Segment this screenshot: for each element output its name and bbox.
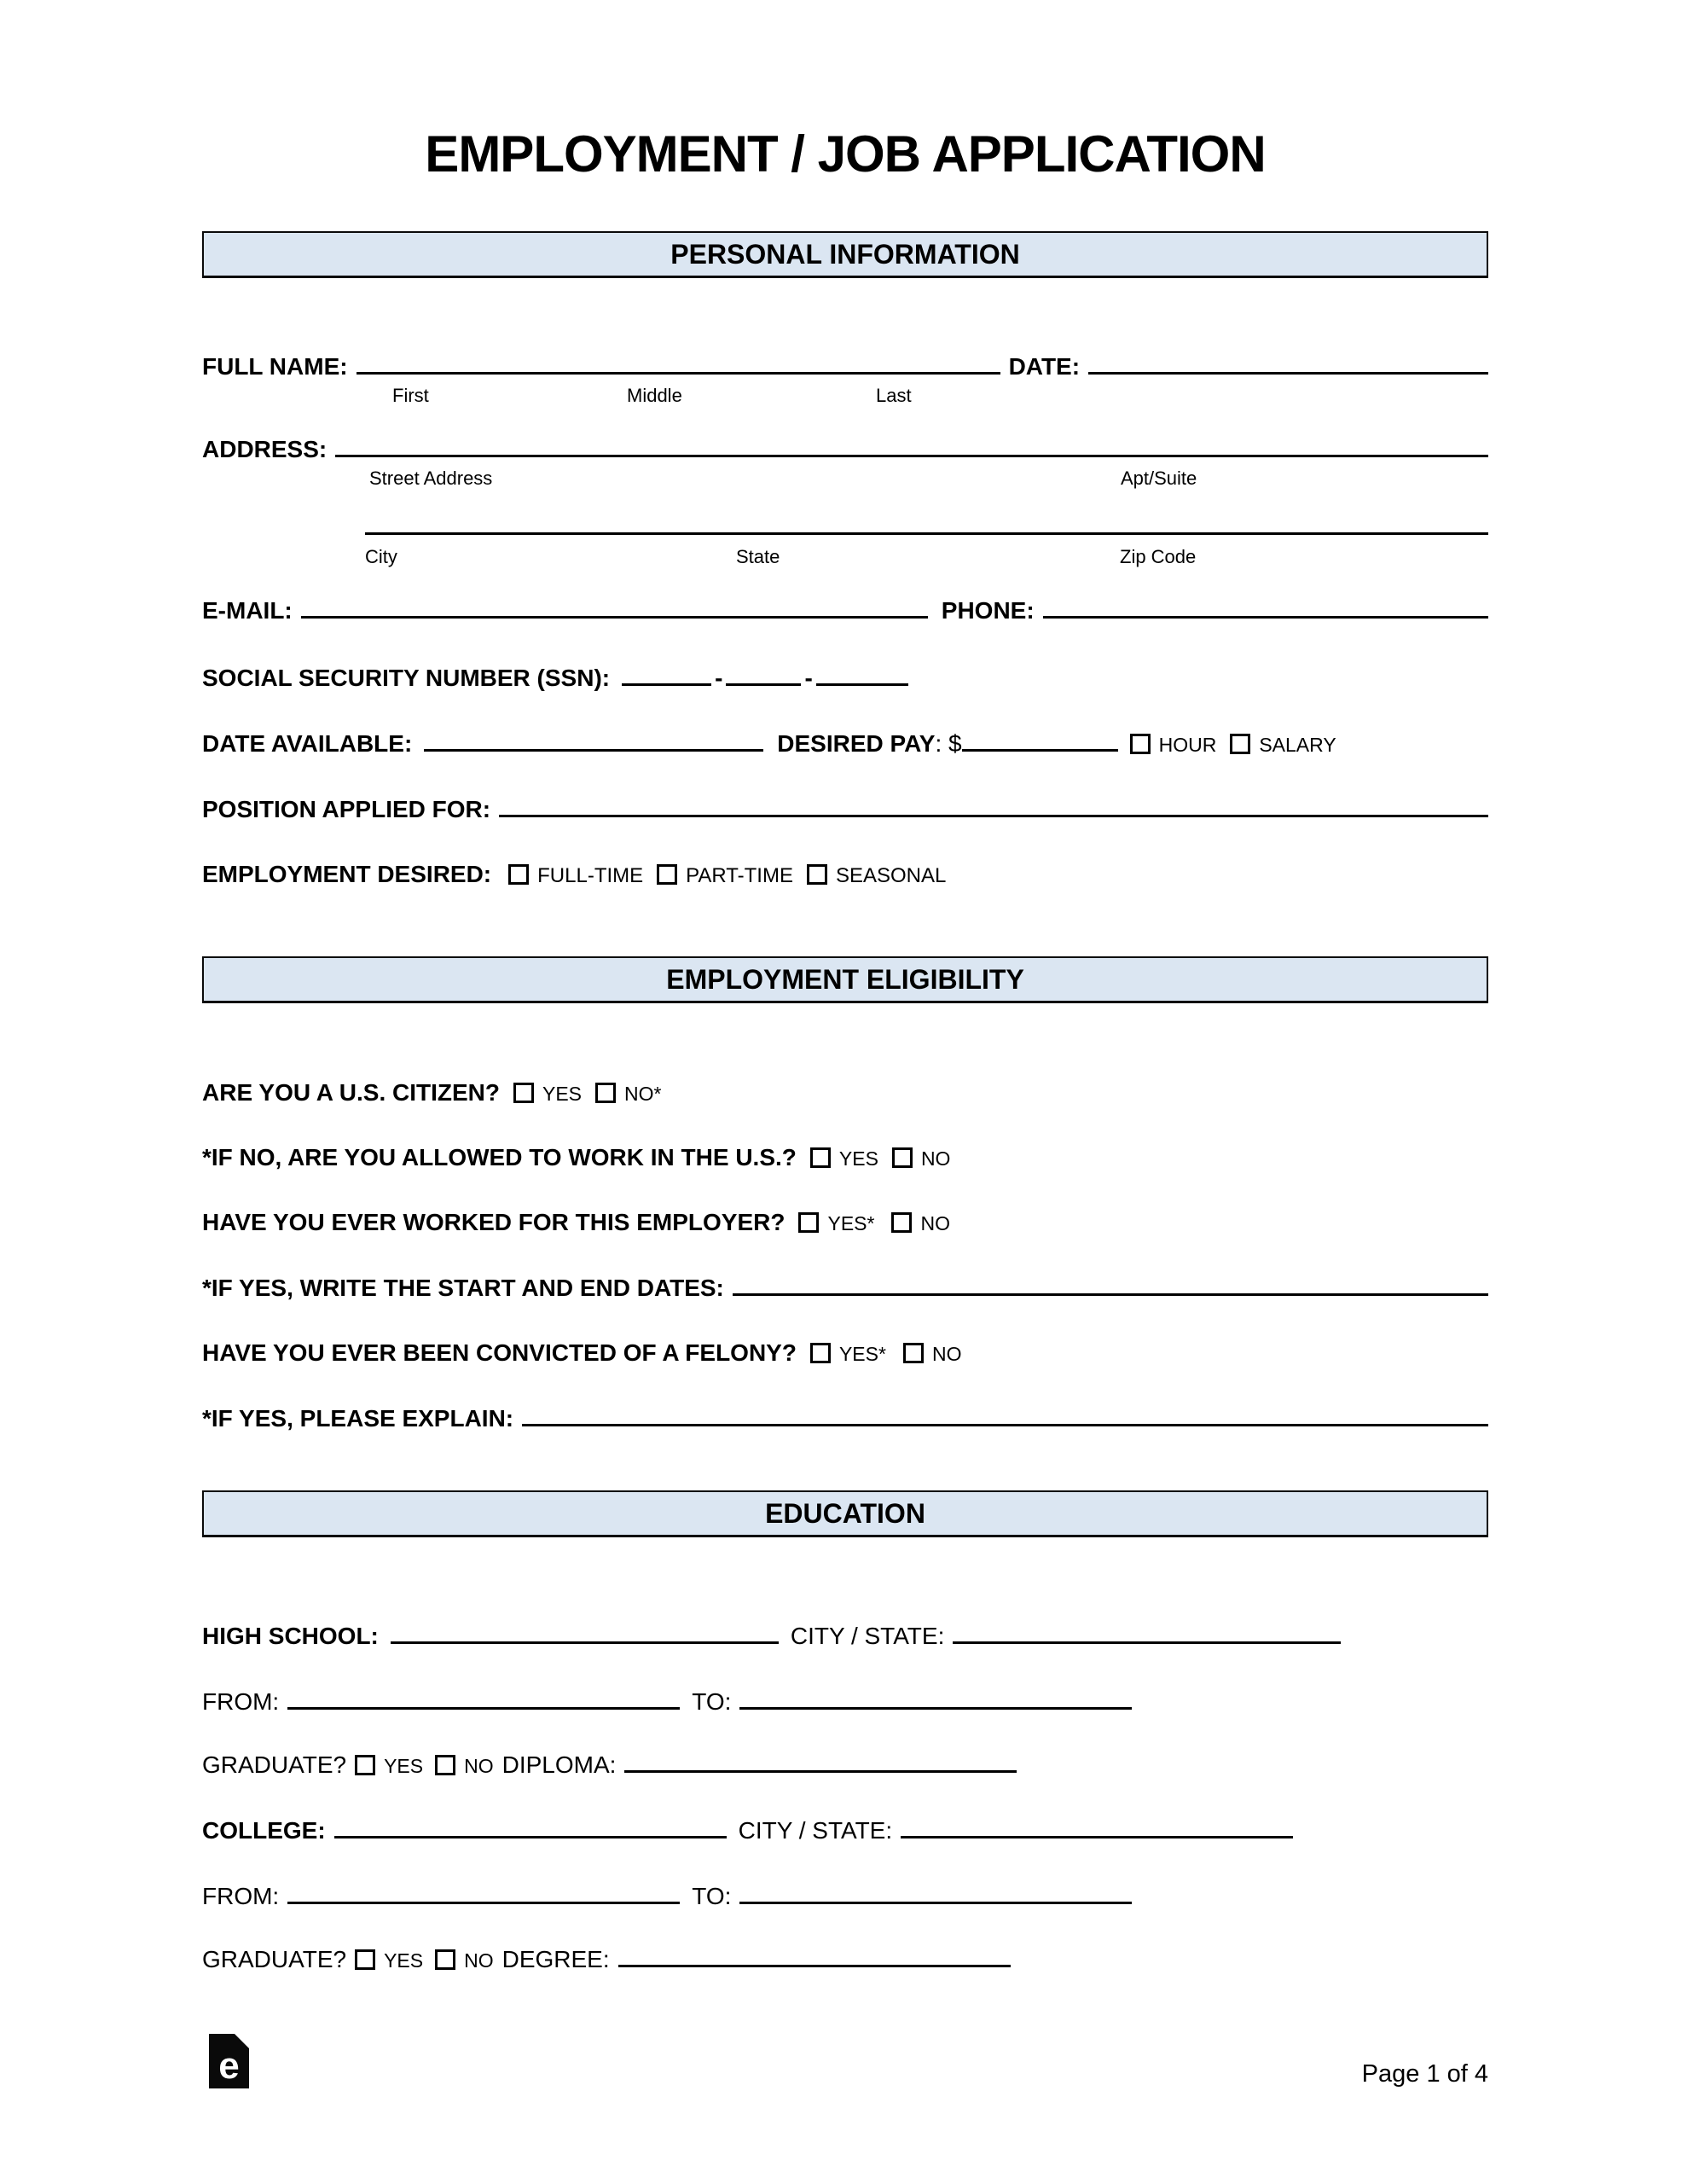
seasonal-checkbox[interactable] bbox=[807, 864, 827, 885]
felony-no-checkbox[interactable] bbox=[903, 1343, 924, 1363]
ssn-input-line-2[interactable] bbox=[726, 664, 801, 686]
phone-label: PHONE: bbox=[941, 597, 1035, 624]
high-school-city-state-label: CITY / STATE: bbox=[790, 1623, 945, 1649]
page-title: EMPLOYMENT / JOB APPLICATION bbox=[425, 125, 1266, 183]
eforms-logo-icon bbox=[209, 2034, 249, 2088]
date-available-label: DATE AVAILABLE: bbox=[202, 730, 413, 757]
email-phone-row bbox=[202, 596, 1488, 624]
worked-before-question-label: HAVE YOU EVER WORKED FOR THIS EMPLOYER? bbox=[202, 1209, 786, 1235]
zip-code-sublabel: Zip Code bbox=[1120, 546, 1197, 567]
desired-pay-suffix: : $ bbox=[935, 730, 962, 757]
address-label: ADDRESS: bbox=[202, 436, 328, 462]
high-school-to-input-line[interactable] bbox=[739, 1687, 1132, 1710]
college-graduate-no-checkbox[interactable] bbox=[435, 1949, 455, 1970]
desired-pay-input-line[interactable] bbox=[962, 729, 1118, 752]
middle-name-sublabel: Middle bbox=[627, 385, 682, 406]
salary-checkbox[interactable] bbox=[1230, 734, 1250, 754]
high-school-city-state-input-line[interactable] bbox=[953, 1622, 1341, 1644]
felony-yes-checkbox[interactable] bbox=[810, 1343, 831, 1363]
college-graduate-yes-checkbox[interactable] bbox=[355, 1949, 375, 1970]
felony-question-label: HAVE YOU EVER BEEN CONVICTED OF A FELONY? bbox=[202, 1339, 797, 1366]
college-input-line[interactable] bbox=[334, 1816, 727, 1838]
name-sublabels bbox=[202, 380, 1488, 410]
felony-yes-label: YES* bbox=[838, 1343, 886, 1365]
section-header-label: EDUCATION bbox=[765, 1497, 925, 1529]
high-school-graduate-row bbox=[202, 1751, 1488, 1779]
eforms-logo-letter: e bbox=[218, 2045, 240, 2087]
degree-label: DEGREE: bbox=[501, 1946, 610, 1972]
citizen-question-row bbox=[202, 1079, 1488, 1107]
worked-before-question-row bbox=[202, 1209, 1488, 1236]
ssn-input-line-1[interactable] bbox=[622, 664, 711, 686]
full-name-row bbox=[202, 352, 1488, 380]
worked-before-no-checkbox[interactable] bbox=[891, 1212, 912, 1233]
worked-before-no-label: NO bbox=[920, 1212, 950, 1234]
section-header-personal-information bbox=[202, 231, 1488, 277]
desired-pay-label: DESIRED PAY bbox=[777, 730, 936, 757]
felony-no-label: NO bbox=[931, 1343, 962, 1365]
email-input-line[interactable] bbox=[301, 596, 928, 619]
citizen-question-label: ARE YOU A U.S. CITIZEN? bbox=[202, 1079, 500, 1106]
citizen-yes-checkbox[interactable] bbox=[513, 1083, 534, 1103]
college-dates-row bbox=[202, 1882, 1488, 1910]
section-header-education bbox=[202, 1490, 1488, 1536]
salary-label: SALARY bbox=[1259, 734, 1336, 756]
college-city-state-label: CITY / STATE: bbox=[738, 1817, 893, 1844]
ssn-label: SOCIAL SECURITY NUMBER (SSN): bbox=[202, 665, 611, 691]
worked-before-yes-checkbox[interactable] bbox=[798, 1212, 819, 1233]
high-school-graduate-yes-checkbox[interactable] bbox=[355, 1755, 375, 1775]
college-label: COLLEGE: bbox=[202, 1817, 326, 1844]
college-graduate-no-label: NO bbox=[464, 1949, 494, 1972]
first-name-sublabel: First bbox=[392, 385, 429, 406]
ssn-dash-1: - bbox=[715, 665, 723, 691]
date-label: DATE: bbox=[1008, 353, 1081, 380]
email-label: E-MAIL: bbox=[202, 597, 293, 624]
hour-label: HOUR bbox=[1158, 734, 1217, 756]
citizen-no-checkbox[interactable] bbox=[595, 1083, 616, 1103]
high-school-from-input-line[interactable] bbox=[287, 1687, 680, 1710]
city-state-zip-input-line[interactable] bbox=[365, 513, 1488, 535]
high-school-graduate-no-label: NO bbox=[464, 1755, 494, 1777]
address2-sublabels bbox=[202, 542, 1488, 571]
citizen-no-label: NO* bbox=[624, 1083, 662, 1105]
part-time-label: PART-TIME bbox=[686, 864, 793, 887]
city-sublabel: City bbox=[365, 546, 397, 567]
felony-explain-row bbox=[202, 1404, 1488, 1432]
date-available-row bbox=[202, 729, 1488, 758]
hour-checkbox[interactable] bbox=[1130, 734, 1151, 754]
college-city-state-input-line[interactable] bbox=[901, 1816, 1293, 1838]
start-end-dates-row bbox=[202, 1274, 1488, 1302]
college-to-label: TO: bbox=[692, 1883, 732, 1909]
section-header-employment-eligibility bbox=[202, 956, 1488, 1002]
ssn-row bbox=[202, 664, 1488, 692]
high-school-from-label: FROM: bbox=[202, 1688, 280, 1715]
college-graduate-yes-label: YES bbox=[384, 1949, 424, 1972]
college-graduate-row bbox=[202, 1945, 1488, 1973]
citizen-yes-label: YES bbox=[542, 1083, 583, 1105]
page-footer bbox=[209, 2034, 1488, 2088]
street-address-input-line[interactable] bbox=[335, 435, 1488, 457]
address-sublabels bbox=[202, 463, 1488, 492]
date-available-input-line[interactable] bbox=[424, 729, 763, 752]
college-row bbox=[202, 1816, 1488, 1844]
last-name-sublabel: Last bbox=[876, 385, 912, 406]
position-row bbox=[202, 795, 1488, 823]
high-school-graduate-label: GRADUATE? bbox=[202, 1751, 347, 1778]
start-end-dates-label: *IF YES, WRITE THE START AND END DATES: bbox=[202, 1275, 724, 1301]
felony-explain-input-line[interactable] bbox=[522, 1404, 1488, 1426]
diploma-label: DIPLOMA: bbox=[501, 1751, 617, 1778]
state-sublabel: State bbox=[736, 546, 780, 567]
full-time-label: FULL-TIME bbox=[537, 864, 644, 887]
section-header-label: PERSONAL INFORMATION bbox=[670, 238, 1020, 270]
date-input-line[interactable] bbox=[1088, 352, 1488, 375]
full-name-label: FULL NAME: bbox=[202, 353, 348, 380]
high-school-row bbox=[202, 1622, 1488, 1650]
allowed-to-work-question-row bbox=[202, 1144, 1488, 1171]
allowed-to-work-no-checkbox[interactable] bbox=[892, 1147, 913, 1168]
part-time-checkbox[interactable] bbox=[657, 864, 677, 885]
phone-input-line[interactable] bbox=[1043, 596, 1488, 619]
position-input-line[interactable] bbox=[499, 795, 1488, 817]
page-number: Page 1 of 4 bbox=[1361, 2060, 1488, 2088]
college-from-input-line[interactable] bbox=[287, 1882, 680, 1904]
allowed-to-work-yes-label: YES bbox=[838, 1147, 878, 1170]
high-school-label: HIGH SCHOOL: bbox=[202, 1623, 379, 1649]
position-applied-label: POSITION APPLIED FOR: bbox=[202, 796, 491, 822]
start-end-dates-input-line[interactable] bbox=[733, 1274, 1488, 1296]
ssn-dash-2: - bbox=[804, 665, 813, 691]
allowed-to-work-question-label: *IF NO, ARE YOU ALLOWED TO WORK IN THE U.S.? bbox=[202, 1144, 797, 1170]
diploma-input-line[interactable] bbox=[624, 1751, 1017, 1773]
street-address-sublabel: Street Address bbox=[369, 468, 493, 489]
seasonal-label: SEASONAL bbox=[835, 864, 947, 887]
degree-input-line[interactable] bbox=[618, 1945, 1011, 1967]
college-to-input-line[interactable] bbox=[739, 1882, 1132, 1904]
college-from-label: FROM: bbox=[202, 1883, 280, 1909]
worked-before-yes-label: YES* bbox=[827, 1212, 875, 1234]
allowed-to-work-no-label: NO bbox=[920, 1147, 951, 1170]
full-time-checkbox[interactable] bbox=[508, 864, 529, 885]
felony-explain-label: *IF YES, PLEASE EXPLAIN: bbox=[202, 1405, 514, 1432]
high-school-input-line[interactable] bbox=[391, 1622, 779, 1644]
employment-desired-row bbox=[202, 861, 1488, 888]
high-school-dates-row bbox=[202, 1687, 1488, 1716]
apt-suite-sublabel: Apt/Suite bbox=[1121, 468, 1197, 489]
section-header-label: EMPLOYMENT ELIGIBILITY bbox=[666, 963, 1024, 995]
address-row bbox=[202, 435, 1488, 463]
high-school-to-label: TO: bbox=[692, 1688, 732, 1715]
felony-question-row bbox=[202, 1339, 1488, 1367]
high-school-graduate-no-checkbox[interactable] bbox=[435, 1755, 455, 1775]
full-name-input-line[interactable] bbox=[357, 352, 1000, 375]
employment-desired-label: EMPLOYMENT DESIRED: bbox=[202, 861, 492, 887]
high-school-graduate-yes-label: YES bbox=[384, 1755, 424, 1777]
allowed-to-work-yes-checkbox[interactable] bbox=[810, 1147, 831, 1168]
college-graduate-label: GRADUATE? bbox=[202, 1946, 347, 1972]
ssn-input-line-3[interactable] bbox=[816, 664, 908, 686]
address-row-2 bbox=[365, 513, 1488, 542]
